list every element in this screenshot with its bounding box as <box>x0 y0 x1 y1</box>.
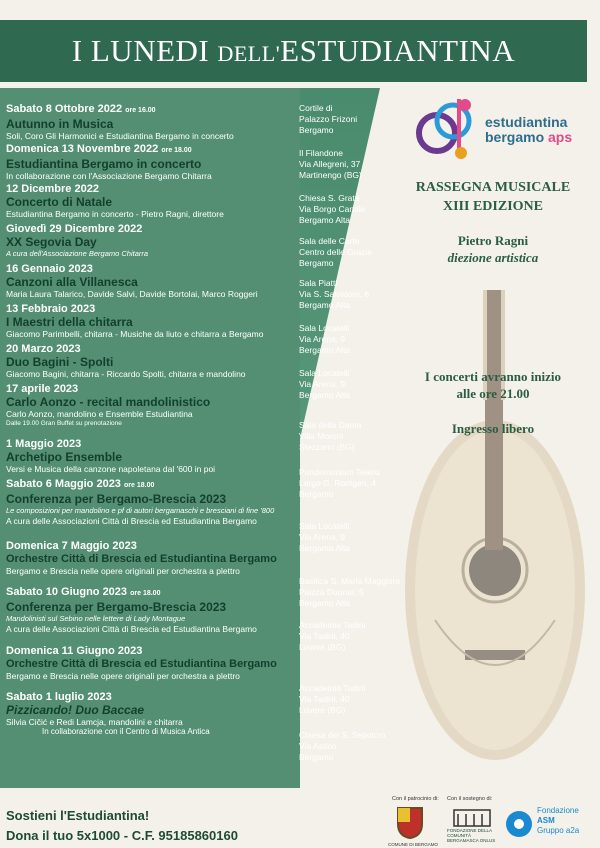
event-title: Canzoni alla Villanesca <box>6 275 138 289</box>
estudiantina-logo <box>415 95 585 165</box>
event-extra: Dalle 19.00 Gran Buffet su prenotazione <box>6 420 122 427</box>
event-date: 13 Febbraio 2023 <box>6 303 96 315</box>
event-item <box>6 645 296 691</box>
event-desc: A cura delle Associazioni Città di Brescia ed Estudiantina Bergamo <box>6 624 257 634</box>
donation-appeal: Sostieni l'Estudiantina! Dona il tuo 5x1000 - C.F. 95185860160 <box>6 808 238 843</box>
event-date: Sabato 8 Ottobre 2022 ore 16.00 <box>6 103 156 115</box>
concert-time: I concerti avranno inizio alle ore 21.00 <box>424 369 562 401</box>
event-title: Conferenza per Bergamo-Brescia 2023 <box>6 600 227 614</box>
patrocinio-label: Con il patrocinio di: <box>392 796 439 802</box>
venue-item: Sala della Dama Villa Moroni Stezzano (BG) <box>299 420 362 452</box>
venue-list <box>299 103 409 775</box>
venue-item: Accademia Tadini Via Tadini, 40 Lovere (BG) <box>299 683 366 715</box>
venue-item: Accademia Tadini Via Tadini, 40 Lovere (BG) <box>299 620 366 652</box>
event-title: Orchestre Città di Brescia ed Estudiantina Bergamo <box>6 658 277 670</box>
event-item <box>6 383 296 438</box>
event-title: Pizzicando! Duo Baccae <box>6 703 145 717</box>
event-title: Autunno in Musica <box>6 117 114 131</box>
event-subdesc: Le composizioni per mandolino e pf di autori bergamaschi e bresciani di fine '800 <box>6 506 275 515</box>
venue-item: Sala Locatelli Via Arena, 9 Bergamo Alta <box>299 368 351 400</box>
title-band <box>0 20 587 82</box>
event-date: 1 Maggio 2023 <box>6 438 82 450</box>
event-extra: In collaborazione con il Centro di Musica Antica <box>42 727 210 736</box>
event-item <box>6 540 296 586</box>
event-title: Duo Bagini - Spolti <box>6 355 114 369</box>
event-desc: Versi e Musica della canzone napoletana dal '600 in poi <box>6 464 216 474</box>
event-date: 20 Marzo 2023 <box>6 343 81 355</box>
sostegno-label: Con il sostegno di: <box>447 796 493 802</box>
event-item <box>6 303 296 343</box>
venue-item: Cortile di Palazzo Frizoni Bergamo <box>299 103 358 135</box>
fondazione-comunita-logo-icon <box>452 806 492 828</box>
event-date: Sabato 10 Giugno 2023 ore 18.00 <box>6 586 161 598</box>
title-part-c: ESTUDIANTINA <box>280 33 516 68</box>
event-desc: A cura delle Associazioni Città di Brescia ed Estudiantina Bergamo <box>6 516 257 526</box>
event-item <box>6 438 296 478</box>
venue-item: Pandemonium Teatro Largo G. Rontgen, 4 Bergamo <box>299 467 380 499</box>
event-desc: Silvia Cičić e Redi Lamcja, mandolini e chitarra <box>6 717 183 727</box>
venue-item: Sala delle Carte Centro delle Grazie Bergamo <box>299 236 373 268</box>
title-part-a: I LUNEDI <box>71 33 210 68</box>
event-date: Sabato 1 luglio 2023 <box>6 691 112 703</box>
mandolin-illustration <box>395 290 595 790</box>
music-note-logo-icon <box>415 95 479 161</box>
event-list <box>6 103 296 747</box>
fondazione-comunita-label: FONDAZIONE DELLA COMUNITÀ BERGAMASCA ONLUS <box>447 828 496 843</box>
event-desc: Giacomo Parimbelli, chitarra - Musiche da liuto e chitarra a Bergamo <box>6 329 264 339</box>
event-title: XX Segovia Day <box>6 235 97 249</box>
event-date: 16 Gennaio 2023 <box>6 263 93 275</box>
venue-item: Sala Piatti Via S. Salvatore, 6 Bergamo Alta <box>299 278 370 310</box>
event-item <box>6 183 296 223</box>
event-desc: Estudiantina Bergamo in concerto - Pietro Ragni, direttore <box>6 209 224 219</box>
event-date: Sabato 6 Maggio 2023 ore 18.00 <box>6 478 155 490</box>
event-item <box>6 223 296 263</box>
asm-logo-icon <box>505 810 533 838</box>
logo-wordmark: estudiantina bergamo aps <box>485 114 573 145</box>
event-date: 17 aprile 2023 <box>6 383 79 395</box>
event-title: Estudiantina Bergamo in concerto <box>6 157 202 171</box>
comune-label: COMUNE DI BERGAMO <box>388 842 439 847</box>
event-desc: Soli, Coro Gli Harmonici e Estudiantina Bergamo in concerto <box>6 131 234 141</box>
event-title: Archetipo Ensemble <box>6 450 123 464</box>
venue-item: Il Filandone Via Allegreni, 37 Martinengo (BG) <box>299 148 362 180</box>
event-desc: Giacomo Bagini, chitarra - Riccardo Spolti, chitarra e mandolino <box>6 369 246 379</box>
event-date: Domenica 13 Novembre 2022 ore 18.00 <box>6 143 192 155</box>
title-part-b: DELL' <box>217 41 281 66</box>
rassegna-heading: RASSEGNA MUSICALE XIII EDIZIONE <box>415 180 571 214</box>
venue-item: Chiesa S. Grata Via Borgo Canale Bergamo Alta <box>299 193 366 225</box>
event-title: I Maestri della chitarra <box>6 315 133 329</box>
event-desc: Carlo Aonzo, mandolino e Ensemble Estudiantina <box>6 409 193 419</box>
event-date: Domenica 7 Maggio 2023 <box>6 540 137 552</box>
event-item <box>6 103 296 143</box>
event-item <box>6 343 296 383</box>
event-item <box>6 478 296 540</box>
event-title: Concerto di Natale <box>6 195 113 209</box>
event-date: 12 Dicembre 2022 <box>6 183 99 195</box>
event-desc: Bergamo e Brescia nelle opere originali per orchestra a plettro <box>6 566 240 576</box>
event-date: Domenica 11 Giugno 2023 <box>6 645 143 657</box>
event-desc: Maria Laura Talarico, Davide Salvi, Davide Bortolai, Marco Roggeri <box>6 289 258 299</box>
event-desc: Bergamo e Brescia nelle opere originali per orchestra a plettro <box>6 671 240 681</box>
event-desc: In collaborazione con l'Associazione Bergamo Chitarra <box>6 171 212 181</box>
header <box>0 0 600 88</box>
event-item <box>6 263 296 303</box>
venue-item: Chiesa del S. Sepolcro Via Astino Bergamo <box>299 730 386 762</box>
event-item <box>6 691 296 747</box>
free-entry: Ingresso libero <box>451 421 535 436</box>
comune-bergamo-crest-icon <box>394 804 426 840</box>
event-item <box>6 586 296 645</box>
venue-item: Sala Locatelli Via Arena, 9 Bergamo Alta <box>299 323 351 355</box>
artistic-director: Pietro Ragni diezione artistica <box>447 233 539 265</box>
fondazione-asm-logo: Fondazione ASM Gruppo a2a <box>505 806 595 842</box>
venue-item: Sala Locatelli Via Arena, 9 Bergamo Alta <box>299 521 351 553</box>
event-subdesc: Mandolinisti sul Sebino nelle lettere di Lady Montague <box>6 614 186 623</box>
venue-item: Basilica S. Maria Maggiore Piazza Duomo, 5 Bergamo Alta <box>299 576 401 608</box>
event-title: Conferenza per Bergamo-Brescia 2023 <box>6 492 227 506</box>
event-desc: A cura dell'Associazione Bergamo Chitarra <box>6 249 149 258</box>
page-title <box>72 33 515 69</box>
event-title: Orchestre Città di Brescia ed Estudiantina Bergamo <box>6 553 277 565</box>
event-date: Giovedì 29 Dicembre 2022 <box>6 223 143 235</box>
event-title: Carlo Aonzo - recital mandolinistico <box>6 395 211 409</box>
event-item <box>6 143 296 183</box>
